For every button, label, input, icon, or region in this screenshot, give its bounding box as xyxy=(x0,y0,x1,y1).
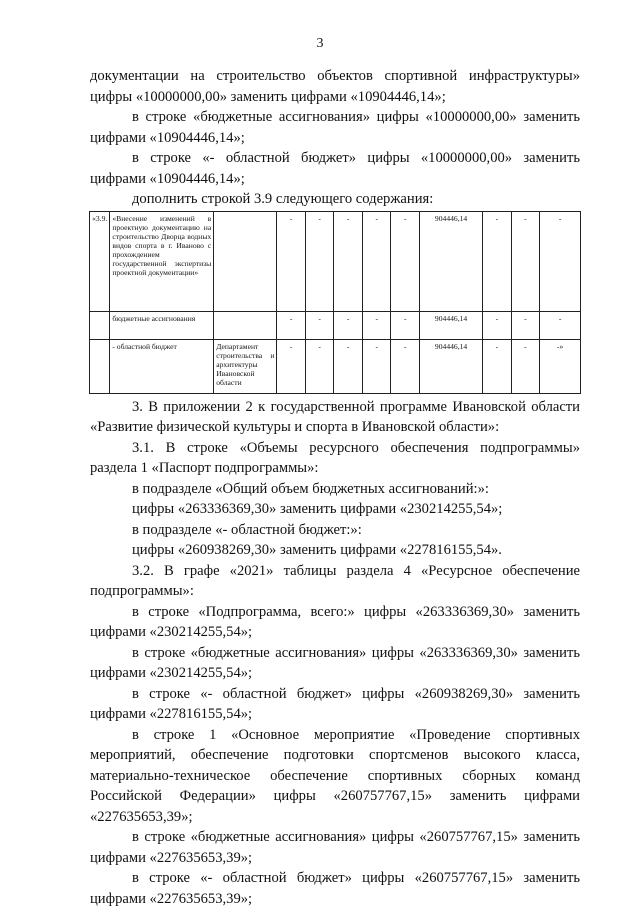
paragraph: в строке «- областной бюджет» цифры «260938269,30» заменить цифрами «227816155,54»; xyxy=(90,685,580,722)
table-row xyxy=(90,211,581,311)
paragraph: в строке «бюджетные ассигнования» цифры «10000000,00» заменить цифрами «10904446,14»; xyxy=(90,109,580,146)
executor-cell xyxy=(214,211,277,311)
paragraph: цифры «260938269,30» заменить цифрами «227816155,54». xyxy=(132,542,502,558)
paragraph: в подразделе «- областной бюджет:»: xyxy=(132,521,362,538)
value-cell: - xyxy=(483,211,512,311)
row-3-9-table-wrapper xyxy=(89,211,581,394)
value-cell: - xyxy=(305,339,334,393)
page-number: 3 xyxy=(316,36,324,51)
executor-cell xyxy=(214,311,277,339)
table-row xyxy=(90,339,581,393)
executor-cell: Департамент строительства и архитектуры Ивановской области xyxy=(214,339,277,393)
activity-name-cell: - областной бюджет xyxy=(110,339,214,393)
value-cell: - xyxy=(391,311,420,339)
row-number-cell xyxy=(90,311,110,339)
value-cell: - xyxy=(362,211,391,311)
paragraph: в строке «- областной бюджет» цифры «260757767,15» заменить цифрами «227635653,39»; xyxy=(90,870,580,907)
value-cell: -» xyxy=(540,339,581,393)
paragraph: в строке «Подпрограмма, всего:» цифры «263336369,30» заменить цифрами «230214255,54»; xyxy=(90,603,580,640)
row-3-9-table xyxy=(89,211,581,394)
paragraph: в строке «бюджетные ассигнования» цифры «263336369,30» заменить цифрами «230214255,54»; xyxy=(90,644,580,681)
value-cell: - xyxy=(391,339,420,393)
value-cell: - xyxy=(391,211,420,311)
value-cell: - xyxy=(334,339,363,393)
activity-name-cell: бюджетные ассигнования xyxy=(110,311,214,339)
value-cell: - xyxy=(334,311,363,339)
table-row xyxy=(90,311,581,339)
activity-name-cell: «Внесение изменений в проектную документацию на строительство Дворца водных видов спорта в г. Иваново с прохождением государственной экспертизы проектной документации» xyxy=(110,211,214,311)
value-cell: - xyxy=(362,311,391,339)
value-cell: - xyxy=(483,339,512,393)
paragraph: 3.1. В строке «Объемы ресурсного обеспечения подпрограммы» раздела 1 «Паспорт подпрограммы»: xyxy=(90,439,580,476)
value-cell: - xyxy=(305,311,334,339)
document-body xyxy=(90,66,580,909)
value-cell: - xyxy=(362,339,391,393)
value-cell: - xyxy=(277,211,306,311)
value-cell: - xyxy=(277,339,306,393)
value-cell: 904446,14 xyxy=(419,311,482,339)
row-number-cell: «3.9. xyxy=(90,211,110,311)
paragraph: в строке «- областной бюджет» цифры «10000000,00» заменить цифрами «10904446,14»; xyxy=(90,150,580,187)
value-cell: - xyxy=(305,211,334,311)
paragraph: в строке «бюджетные ассигнования» цифры «260757767,15» заменить цифрами «227635653,39»; xyxy=(90,829,580,866)
paragraph: в подразделе «Общий объем бюджетных ассигнований:»: xyxy=(132,480,489,497)
value-cell: - xyxy=(511,339,540,393)
paragraph: дополнить строкой 3.9 следующего содержания: xyxy=(132,191,434,207)
value-cell: - xyxy=(483,311,512,339)
value-cell: - xyxy=(540,211,581,311)
value-cell: 904446,14 xyxy=(419,339,482,393)
paragraph: 3. В приложении 2 к государственной программе Ивановской области «Развитие физической культуры и спорта в Ивановской области»: xyxy=(90,398,580,435)
paragraph: 3.2. В графе «2021» таблицы раздела 4 «Ресурсное обеспечение подпрограммы»: xyxy=(90,562,580,599)
value-cell: - xyxy=(540,311,581,339)
row-number-cell xyxy=(90,339,110,393)
value-cell: - xyxy=(334,211,363,311)
paragraph: цифры «263336369,30» заменить цифрами «230214255,54»; xyxy=(132,501,503,517)
paragraph: в строке 1 «Основное мероприятие «Проведение спортивных мероприятий, обеспечение подготовки спортсменов высокого класса, материально-техническое обеспечение спортивных сборных команд Российской Федерации» цифры «260757767,15» заменить цифрами «227635653,39»; xyxy=(90,726,580,825)
value-cell: - xyxy=(277,311,306,339)
value-cell: 904446,14 xyxy=(419,211,482,311)
value-cell: - xyxy=(511,211,540,311)
paragraph: документации на строительство объектов спортивной инфраструктуры» цифры «10000000,00» заменить цифрами «10904446,14»; xyxy=(90,68,580,105)
value-cell: - xyxy=(511,311,540,339)
